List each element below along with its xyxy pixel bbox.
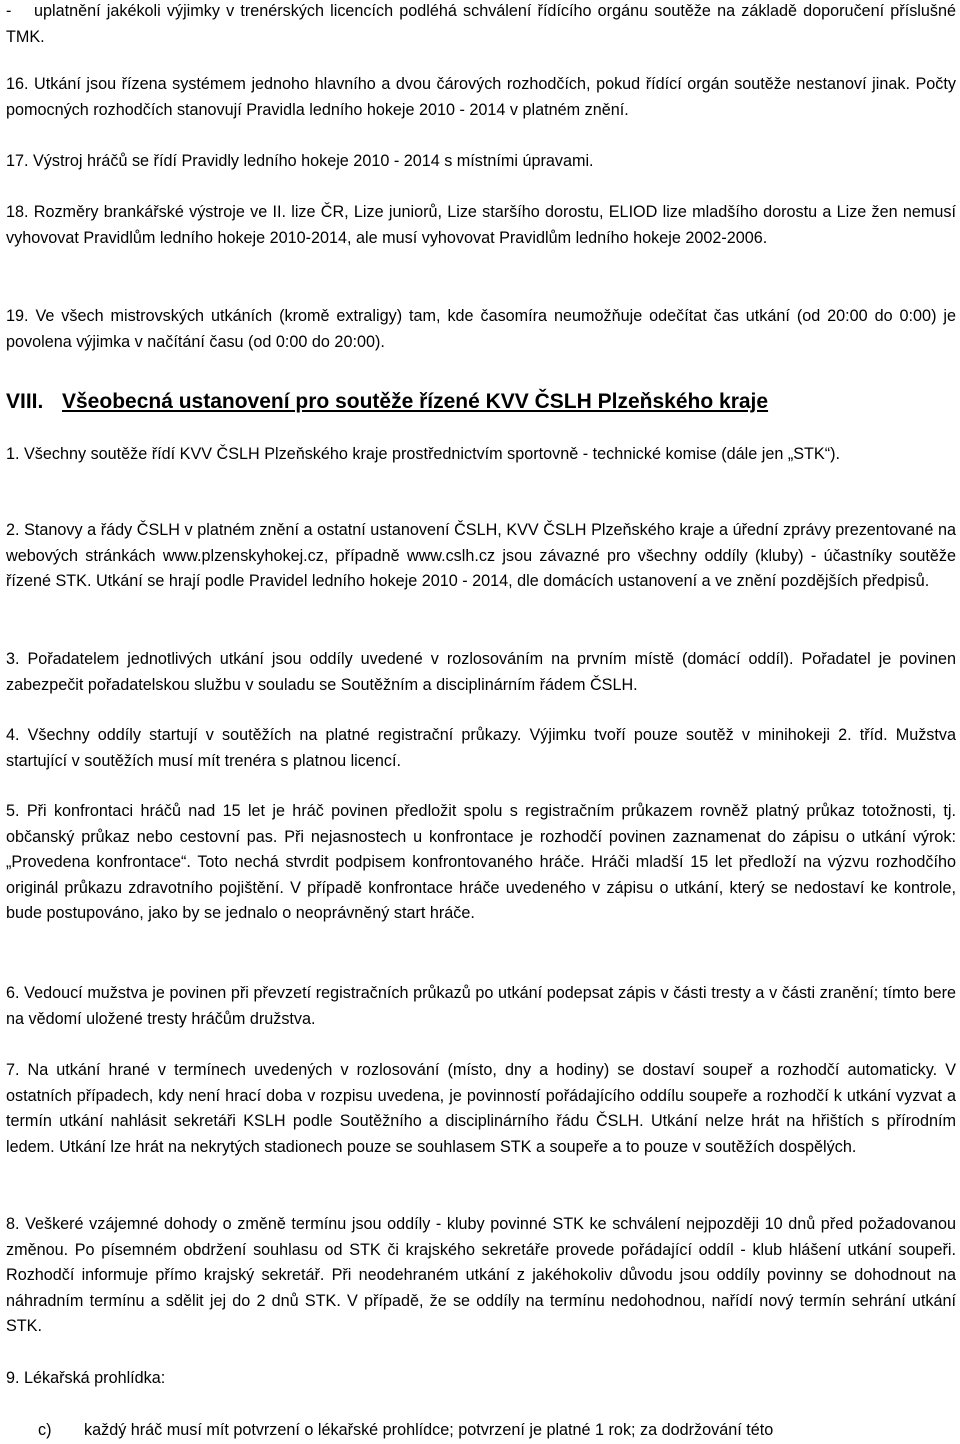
paragraph-16: 16. Utkání jsou řízena systémem jednoho hlavního a dvou čárových rozhodčích, pokud řídící orgán soutěže nestanoví jinak. Počty pomocných rozhodčích stanovují Pravidla ledního hokeje 2010 - 2014 v platném znění.: [6, 75, 956, 119]
paragraph-17: 17. Výstroj hráčů se řídí Pravidly ledního hokeje 2010 - 2014 s místními úpravami.: [6, 152, 594, 170]
section-paragraph-8: 8. Veškeré vzájemné dohody o změně termínu jsou oddíly - kluby povinné STK ke schválení nejpozději 10 dnů před požadovanou změnou. Po písemném obdržení souhlasu od STK či krajského sekretáře provede pořádající oddíl - klub hlášení utkání soupeři. Rozhodčí informuje přímo krajský sekretář. Při neodehraném utkání z jakéhokoliv důvodu jsou oddíly povinny se dohodnout na náhradním termínu a sdělit jej do 2 dnů STK. V případě, že se oddíly na termínu nedohodnou, nařídí nový termín sehrání utkání STK.: [6, 1215, 956, 1335]
dash-marker: -: [6, 2, 12, 20]
section-heading: [6, 388, 956, 416]
section-paragraph-1: 1. Všechny soutěže řídí KVV ČSLH Plzeňského kraje prostřednictvím sportovně - technické komise (dále jen „STK“).: [6, 445, 841, 463]
section-paragraph-4: 4. Všechny oddíly startují v soutěžích na platné registrační průkazy. Výjimku tvoří pouze soutěž v minihokeji 2. tříd. Mužstva startující v soutěžích musí mít trenéra s platnou licencí.: [6, 726, 956, 770]
list-marker-c: c): [38, 1421, 52, 1439]
section-number: VIII.: [6, 390, 44, 413]
paragraph-19: 19. Ve všech mistrovských utkáních (kromě extraligy) tam, kde časomíra neumožňuje odečítat čas utkání (od 20:00 do 0:00) je povolena výjimka v načítání času (od 0:00 do 20:00).: [6, 307, 956, 351]
section-paragraph-7: 7. Na utkání hrané v termínech uvedených v rozlosování (místo, dny a hodiny) se dostaví soupeř a rozhodčí automaticky. V ostatních případech, kdy není hrací doba v rozpisu uvedena, je povinností pořádajícího oddílu soupeře a rozhodčí k utkání vyzvat a termín utkání nahlásit sekretáři KSLH podle Soutěžního a disciplinárního řádu ČSLH. Utkání nelze hrát na hřištích s přírodním ledem. Utkání lze hrát na nekrytých stadionech pouze se souhlasem STK a soupeře a to pouze v soutěžích dospělých.: [6, 1061, 956, 1156]
section-paragraph-3: 3. Pořadatelem jednotlivých utkání jsou oddíly uvedené v rozlosováním na prvním místě (domácí oddíl). Pořadatel je povinen zabezpečit pořadatelskou službu v souladu se Soutěžním a disciplinárním řádem ČSLH.: [6, 650, 956, 694]
list-item-text: každý hráč musí mít potvrzení o lékařské prohlídce; potvrzení je platné 1 rok; za dodržování této: [84, 1421, 774, 1439]
paragraph-text: uplatnění jakékoli výjimky v trenérských licencích podléhá schválení řídícího orgánu soutěže na základě doporučení příslušné TMK.: [6, 2, 956, 46]
paragraph-18: 18. Rozměry brankářské výstroje ve II. lize ČR, Lize juniorů, Lize staršího dorostu, ELIOD lize mladšího dorostu a Lize žen nemusí vyhovovat Pravidlům ledního hokeje 2010-2014, ale musí vyhovovat Pravidlům ledního hokeje 2002-2006.: [6, 203, 956, 247]
section-paragraph-5: 5. Při konfrontaci hráčů nad 15 let je hráč povinen předložit spolu s registračním průkazem rovněž platný průkaz totožnosti, tj. občanský průkaz nebo cestovní pas. Při nejasnostech u konfrontace je rozhodčí povinen zaznamenat do zápisu o utkání výrok: „Provedena konfrontace“. Toto nechá stvrdit podpisem konfrontovaného hráče. Hráči mladší 15 let předloží na výzvu rozhodčího originál průkazu zdravotního pojištění. V případě konfrontace hráče uvedeného v zápisu o utkání, který se nedostaví ke kontrole, bude postupováno, jako by se jednalo o neoprávněný start hráče.: [6, 802, 956, 922]
paragraph-dash-item: [6, 0, 956, 50]
section-title: Všeobecná ustanovení pro soutěže řízené KVV ČSLH Plzeňského kraje: [62, 390, 769, 413]
section-paragraph-9: 9. Lékařská prohlídka:: [6, 1369, 166, 1387]
section-paragraph-2: 2. Stanovy a řády ČSLH v platném znění a ostatní ustanovení ČSLH, KVV ČSLH Plzeňského kraje a úřední zprávy prezentované na webových stránkách www.plzenskyhokej.cz, případně www.cslh.cz jsou závazné pro všechny oddíly (kluby) - účastníky soutěže řízené STK. Utkání se hrají podle Pravidel ledního hokeje 2010 - 2014, dle domácích ustanovení a ve znění pozdějších předpisů.: [6, 521, 956, 590]
section-paragraph-6: 6. Vedoucí mužstva je povinen při převzetí registračních průkazů po utkání podepsat zápis v části tresty a v části zranění; tímto bere na vědomí uložené tresty hráčům družstva.: [6, 984, 956, 1028]
list-item-c: [6, 1418, 956, 1444]
